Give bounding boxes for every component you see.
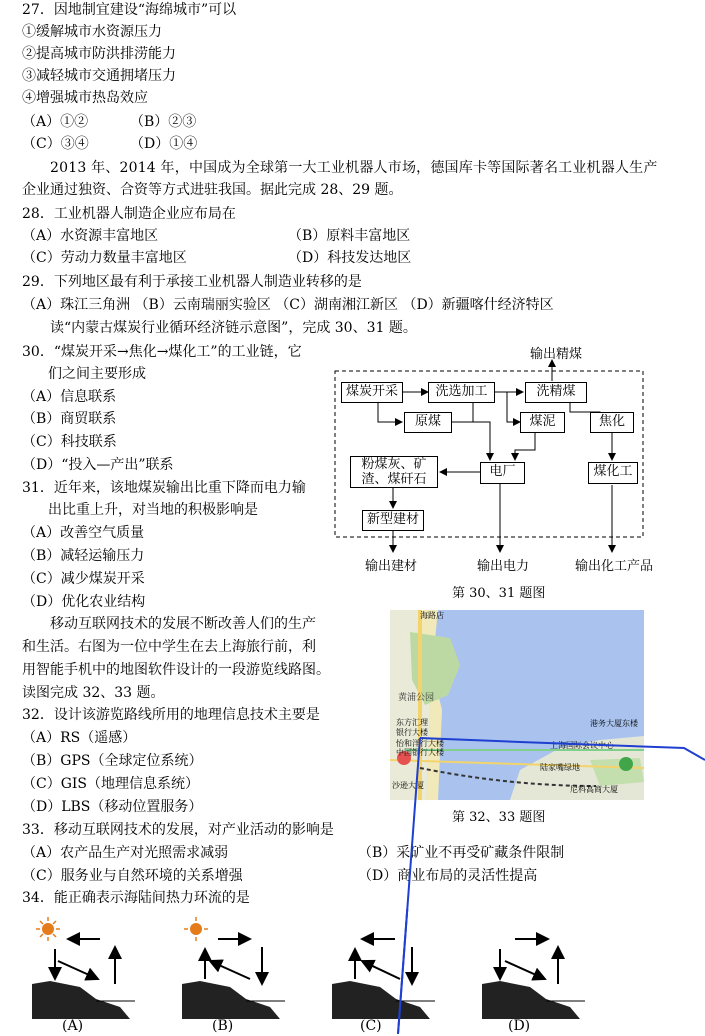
map-label: 怡和洋行大楼: [396, 739, 444, 748]
node-coking: 焦化: [590, 412, 634, 433]
figure-label-d: (D): [508, 1018, 531, 1034]
circulation-figures: [0, 909, 705, 1034]
map-label: 港务大厦东楼: [590, 719, 638, 728]
q27-item: ②提高城市防洪排涝能力: [22, 46, 176, 62]
q29-stem: 29．下列地区最有利于承接工业机器人制造业转移的是: [22, 274, 362, 290]
figure-label-b: (B): [212, 1018, 234, 1034]
q30-option-d: （D）“投入—产出”联系: [22, 457, 174, 473]
node-coal-chemical: 煤化工: [588, 462, 638, 484]
moon-icon: [486, 921, 498, 938]
map-label: 东方汇理: [396, 718, 428, 727]
coal-chain-diagram: [330, 340, 660, 600]
q31-option-b: （B）减轻运输压力: [22, 548, 145, 564]
q27-item: ④增强城市热岛效应: [22, 90, 148, 106]
q29-options: （A）珠江三角洲 （B）云南瑞丽实验区 （C）湖南湘江新区 （D）新疆喀什经济特区: [22, 297, 554, 313]
q27-option-a: （A）①②: [22, 114, 89, 130]
map-label: 陆家嘴绿地: [540, 763, 580, 772]
map-caption: 第 32、33 题图: [452, 810, 546, 825]
q34-stem: 34．能正确表示海陆间热力环流的是: [22, 890, 250, 906]
map-label: 海路店: [420, 611, 444, 620]
q30-stem: 们之间主要形成: [48, 366, 146, 382]
q31-option-c: （C）减少煤炭开采: [22, 571, 145, 587]
q32-option-c: （C）GIS（地理信息系统）: [22, 776, 200, 792]
q33-option-a: （A）农产品生产对光照需求减弱: [22, 845, 229, 861]
q32-stem: 32．设计该游览路线所用的地理信息技术主要是: [22, 707, 320, 723]
q27-option-d: （D）①④: [130, 136, 198, 152]
figure-label-c: (C): [360, 1018, 382, 1034]
q33-option-c: （C）服务业与自然环境的关系增强: [22, 868, 243, 884]
map-label: 上海国际会议中心: [550, 741, 614, 750]
output-building: 输出建材: [365, 559, 418, 574]
q27-item: ①缓解城市水资源压力: [22, 24, 162, 40]
q33-option-b: （B）采矿业不再受矿藏条件限制: [358, 845, 565, 861]
node-washing: 洗选加工: [428, 382, 495, 403]
passage-30: 读“内蒙古煤炭行业循环经济链示意图”，完成 30、31 题。: [50, 320, 417, 336]
map-label: 黄浦公园: [398, 693, 435, 703]
q28-option-d: （D）科技发达地区: [288, 250, 412, 266]
map-label: 尼科高商大厦: [570, 785, 618, 794]
q31-stem: 31．近年来，该地煤炭输出比重下降而电力输: [22, 480, 306, 496]
output-power: 输出电力: [477, 559, 530, 574]
node-ash-slag: 粉煤灰、矿渣、煤矸石: [350, 456, 438, 488]
passage-28: 企业通过独资、合资等方式进驻我国。据此完成 28、29 题。: [22, 182, 403, 198]
q32-option-b: （B）GPS（全球定位系统）: [22, 753, 203, 769]
q30-stem: 30．“煤炭开采→焦化→煤化工”的工业链，它: [22, 344, 302, 360]
q32-option-a: （A）RS（遥感）: [22, 730, 137, 746]
node-raw-coal: 原煤: [404, 412, 452, 433]
q27-option-b: （B）②③: [130, 114, 197, 130]
q30-option-a: （A）信息联系: [22, 389, 117, 405]
q28-stem: 28．工业机器人制造企业应布局在: [22, 206, 236, 222]
q28-option-a: （A）水资源丰富地区: [22, 228, 159, 244]
passage-32: 移动互联网技术的发展不断改善人们的生产: [50, 616, 316, 632]
figure-caption: 第 30、31 题图: [452, 586, 546, 601]
q30-option-b: （B）商贸联系: [22, 411, 117, 427]
sun-icon: [36, 917, 60, 941]
q33-option-d: （D）商业布局的灵活性提高: [358, 868, 538, 884]
map-label: 沙逊大厦: [392, 781, 424, 790]
q27-stem: 27．因地制宜建设“海绵城市”可以: [22, 2, 237, 18]
passage-32: 读图完成 32、33 题。: [22, 685, 165, 701]
q33-stem: 33．移动互联网技术的发展，对产业活动的影响是: [22, 822, 334, 838]
figure-label-a: (A): [62, 1018, 84, 1034]
node-coal-slime: 煤泥: [520, 412, 565, 433]
q30-option-c: （C）科技联系: [22, 434, 117, 450]
node-clean-coal: 洗精煤: [525, 382, 587, 403]
q31-stem: 出比重上升，对当地的积极影响是: [48, 502, 258, 518]
moon-icon: [342, 921, 354, 938]
node-building-material: 新型建材: [362, 510, 424, 531]
passage-32: 用智能手机中的地图软件设计的一段游览线路图。: [22, 662, 330, 678]
q27-option-c: （C）③④: [22, 136, 89, 152]
output-chemicals: 输出化工产品: [575, 559, 654, 574]
q27-item: ③减轻城市交通拥堵压力: [22, 68, 176, 84]
output-clean-coal: 输出精煤: [530, 347, 583, 362]
q31-option-a: （A）改善空气质量: [22, 525, 145, 541]
q28-option-c: （C）劳动力数量丰富地区: [22, 250, 187, 266]
map-label: 中国银行大楼: [396, 748, 444, 757]
q31-option-d: （D）优化农业结构: [22, 594, 146, 610]
map-graphic: [390, 610, 644, 800]
passage-32: 和生活。右图为一位中学生在去上海旅行前，利: [22, 639, 316, 655]
tour-route-map: [390, 610, 644, 800]
sun-icon: [184, 917, 208, 941]
node-coal-mining: 煤炭开采: [341, 382, 403, 403]
q28-option-b: （B）原料丰富地区: [288, 228, 411, 244]
passage-28: 2013 年、2014 年，中国成为全球第一大工业机器人市场，德国库卡等国际著名工业机器人生产: [50, 160, 658, 176]
q32-option-d: （D）LBS（移动位置服务）: [22, 799, 203, 815]
map-label: 银行大楼: [396, 728, 428, 737]
node-power-plant: 电厂: [480, 462, 525, 484]
